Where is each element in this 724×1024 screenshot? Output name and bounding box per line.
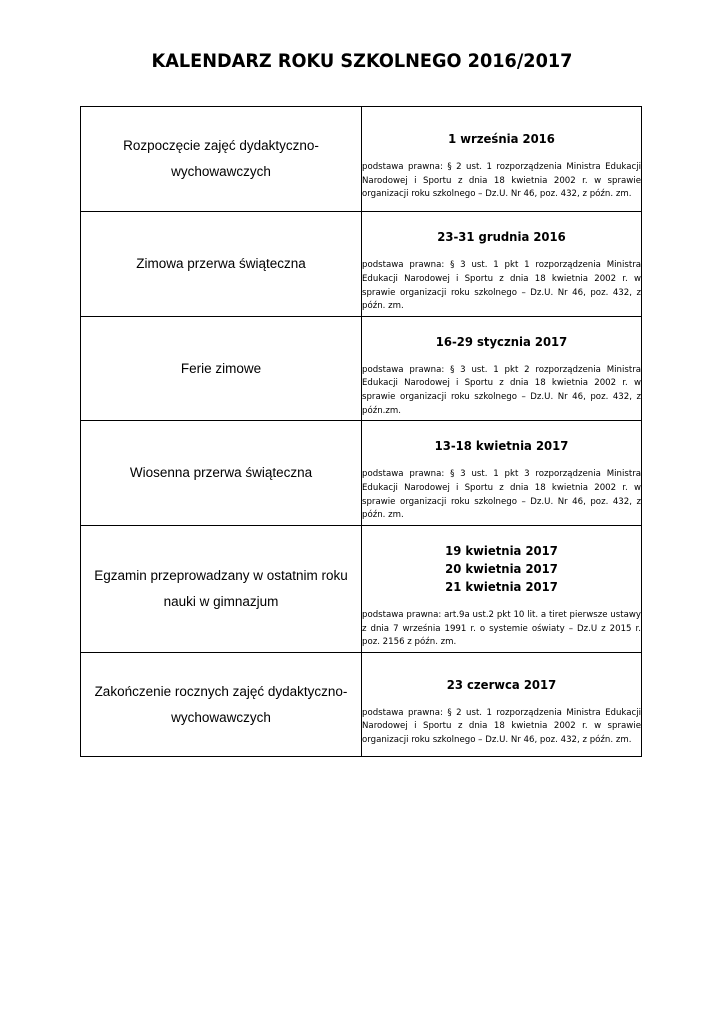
- table-row: [81, 317, 642, 421]
- event-name-cell: [81, 212, 362, 317]
- event-name-continued: wychowawczych: [171, 709, 271, 725]
- legal-basis: podstawa prawna: § 2 ust. 1 rozporządzenia Ministra Edukacji Narodowej i Sportu z dnia 18 kwietnia 2002 r. w sprawie organizacji roku szkolnego – Dz.U. Nr 46, poz. 432, z późn. zm.: [362, 162, 641, 200]
- event-name: Wiosenna przerwa świąteczna: [129, 465, 313, 480]
- event-date: [372, 437, 631, 455]
- event-name: Egzamin przeprowadzany w ostatnim roku: [94, 568, 348, 583]
- event-name: Zimowa przerwa świąteczna: [136, 256, 306, 271]
- legal-basis: podstawa prawna: § 3 ust. 1 pkt 1 rozporządzenia Ministra Edukacji Narodowej i Sportu z dnia 18 kwietnia 2002 r. w sprawie organizacji roku szkolnego – Dz.U. Nr 46, poz. 432, z późn. zm.: [362, 260, 641, 312]
- table-row: [81, 421, 642, 526]
- legal-basis: podstawa prawna: § 3 ust. 1 pkt 3 rozporządzenia Ministra Edukacji Narodowej i Sportu z dnia 18 kwietnia 2002 r. w sprawie organizacji roku szkolnego – Dz.U. Nr 46, poz. 432, z późn. zm.: [362, 469, 641, 521]
- event-date: [372, 130, 631, 148]
- date-cell: [362, 212, 642, 317]
- event-name: Rozpoczęcie zajęć dydaktyczno-: [123, 138, 319, 153]
- date-cell: [362, 317, 642, 421]
- legal-basis: podstawa prawna: § 2 ust. 1 rozporządzenia Ministra Edukacji Narodowej i Sportu z dnia 18 kwietnia 2002 r. w sprawie organizacji roku szkolnego – Dz.U. Nr 46, poz. 432, z późn. zm.: [362, 707, 641, 745]
- date-line: 20 kwietnia 2017: [445, 561, 558, 577]
- event-name-cell: [81, 107, 362, 212]
- table-row: [81, 107, 642, 212]
- date-cell: [362, 526, 642, 653]
- event-date: [372, 676, 631, 694]
- event-name-continued: nauki w gimnazjum: [163, 594, 279, 609]
- table-row: [81, 526, 642, 653]
- event-date: [372, 228, 631, 246]
- event-name-cell: [81, 317, 362, 421]
- event-name: Zakończenie rocznych zajęć dydaktyczno-: [94, 683, 348, 699]
- school-calendar-table: [80, 106, 642, 757]
- date-cell: [362, 653, 642, 757]
- date-line: 23 czerwca 2017: [446, 676, 557, 692]
- date-cell: [362, 107, 642, 212]
- event-date: [372, 542, 631, 596]
- table-row: [81, 653, 642, 757]
- date-line: 1 września 2016: [448, 131, 555, 147]
- date-line: 21 kwietnia 2017: [445, 579, 558, 595]
- event-date: [372, 333, 631, 351]
- event-name-cell: [81, 653, 362, 757]
- legal-basis: podstawa prawna: art.9a ust.2 pkt 10 lit. a tiret pierwsze ustawy z dnia 7 września 1991 r. o systemie oświaty – Dz.U z 2015 r. poz. 2156 z późn. zm.: [362, 610, 641, 648]
- event-name-cell: [81, 421, 362, 526]
- legal-basis: podstawa prawna: § 3 ust. 1 pkt 2 rozporządzenia Ministra Edukacji Narodowej i Sportu z dnia 18 kwietnia 2002 r. w sprawie organizacji roku szkolnego – Dz.U. Nr 46, poz. 432, z późn.zm.: [362, 364, 641, 416]
- event-name-continued: wychowawczych: [171, 164, 271, 179]
- event-name: Ferie zimowe: [180, 360, 262, 376]
- date-line: 13-18 kwietnia 2017: [434, 438, 569, 454]
- event-name-cell: [81, 526, 362, 653]
- date-cell: [362, 421, 642, 526]
- date-line: 23-31 grudnia 2016: [437, 229, 566, 245]
- date-line: 19 kwietnia 2017: [445, 543, 558, 559]
- page-title: KALENDARZ ROKU SZKOLNEGO 2016/2017: [151, 50, 573, 72]
- table-row: [81, 212, 642, 317]
- date-line: 16-29 stycznia 2017: [435, 333, 568, 349]
